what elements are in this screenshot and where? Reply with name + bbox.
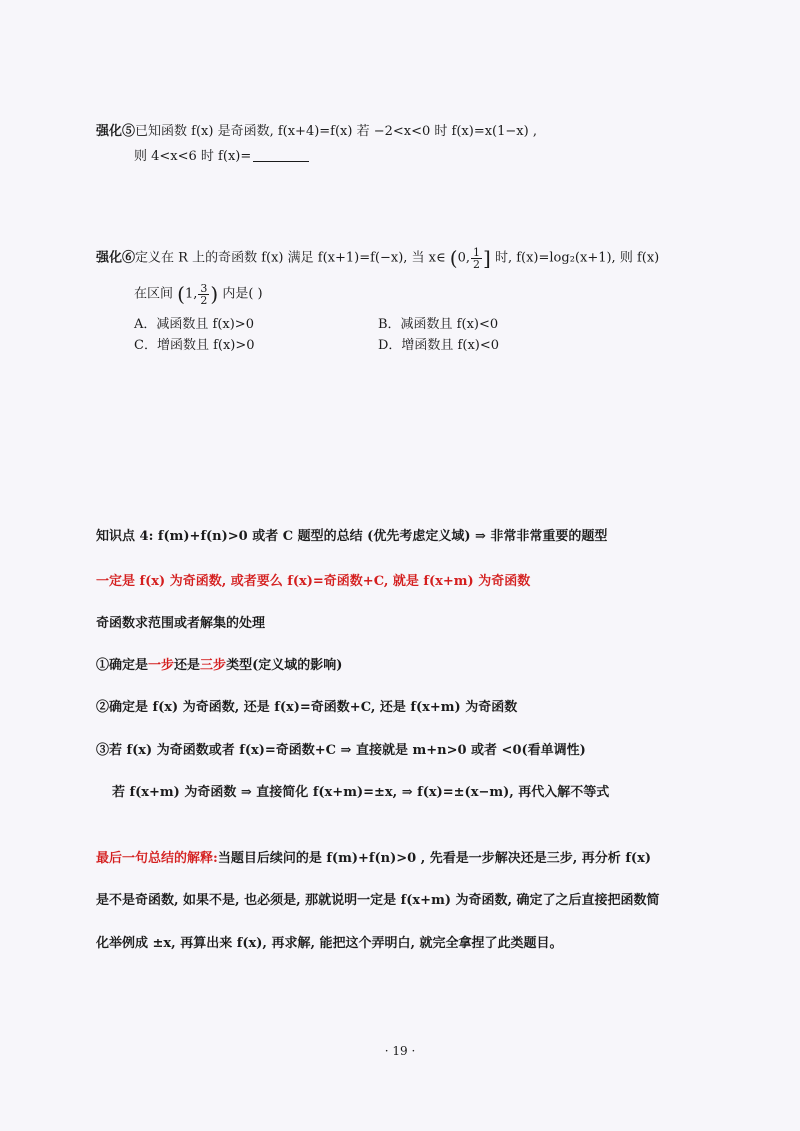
interval-1-left: 0, — [457, 250, 470, 266]
knowledge-heading: 知识点 4: f(m)+f(n)>0 或者 C 题型的总结 (优先考虑定义域) ⇒ 非常非常重要的题型 — [96, 529, 608, 544]
interval-2-left: 1, — [184, 286, 198, 302]
problem-5-line-1 — [96, 120, 537, 139]
option-b[interactable]: B．减函数且 f(x)<0 — [378, 317, 499, 332]
knowledge-key-rule: 一定是 f(x) 为奇函数, 或者要么 f(x)=奇函数+C, 就是 f(x+m) 为奇函数 — [96, 574, 531, 589]
knowledge-item-1: ①确定是一步还是三步类型(定义域的影响) — [96, 658, 343, 673]
problem-6-interval-prefix: 在区间 — [134, 286, 174, 302]
problem-6-question-end: 内是( ) — [222, 286, 263, 302]
problem-6-line-1: 强化⑥定义在 R 上的奇函数 f(x) 满足 f(x+1)=f(−x), 当 x∈ (0, $\frac{1}{2}$ ] 时, f(x)=log₂(x+1), 则 f(x) — [96, 245, 660, 271]
option-c[interactable]: C．增函数且 f(x)>0 — [134, 338, 255, 353]
problem-5-question: 则 4<x<6 时 f(x)= — [134, 149, 252, 164]
option-a[interactable]: A．减函数且 f(x)>0 — [134, 317, 254, 332]
problem-6-line-2: 在区间 (1, $\frac{3}{2}$ ) 内是( ) — [134, 281, 263, 307]
problem-6-statement-end: 时, f(x)=log₂(x+1), 则 f(x) — [494, 250, 660, 266]
problem-6-label: 强化⑥ — [96, 250, 136, 266]
final-summary-line-3: 化举例成 ±x, 再算出来 f(x), 再求解, 能把这个弄明白, 就完全拿捏了此类题目。 — [96, 936, 563, 951]
problem-5-statement: 已知函数 f(x) 是奇函数, f(x+4)=f(x) 若 −2<x<0 时 f(x)=x(1−x) , — [135, 124, 537, 139]
option-d[interactable]: D．增函数且 f(x)<0 — [378, 338, 500, 353]
problem-6-statement-start: 定义在 R 上的奇函数 f(x) 满足 f(x+1)=f(−x), 当 x∈ — [135, 250, 446, 266]
final-summary-label: 最后一句总结的解释: — [96, 851, 218, 866]
answer-blank[interactable] — [253, 149, 309, 162]
problem-5-line-2 — [134, 145, 309, 164]
final-summary-line-1: 最后一句总结的解释:当题目后续问的是 f(m)+f(n)>0 , 先看是一步解决还是三步, 再分析 f(x) — [96, 851, 651, 866]
fraction-three-halves: $\frac{3}{2}$ — [200, 281, 208, 307]
page-number: · 19 · — [384, 1044, 416, 1058]
problem-5-label: 强化⑤ — [96, 124, 136, 139]
highlight-one-step: 一步 — [148, 658, 175, 673]
knowledge-item-2: ②确定是 f(x) 为奇函数, 还是 f(x)=奇函数+C, 还是 f(x+m) 为奇函数 — [96, 700, 518, 715]
knowledge-item-3: ③若 f(x) 为奇函数或者 f(x)=奇函数+C ⇒ 直接就是 m+n>0 或者 <0(看单调性) — [96, 743, 586, 758]
knowledge-subheading: 奇函数求范围或者解集的处理 — [96, 616, 266, 631]
knowledge-item-4: 若 f(x+m) 为奇函数 ⇒ 直接简化 f(x+m)=±x, ⇒ f(x)=±(x−m), 再代入解不等式 — [112, 785, 610, 800]
final-summary-line-2: 是不是奇函数, 如果不是, 也必须是, 那就说明一定是 f(x+m) 为奇函数, 确定了之后直接把函数简 — [96, 893, 660, 908]
fraction-one-half: $\frac{1}{2}$ — [473, 245, 480, 271]
highlight-three-steps: 三步 — [200, 658, 227, 673]
